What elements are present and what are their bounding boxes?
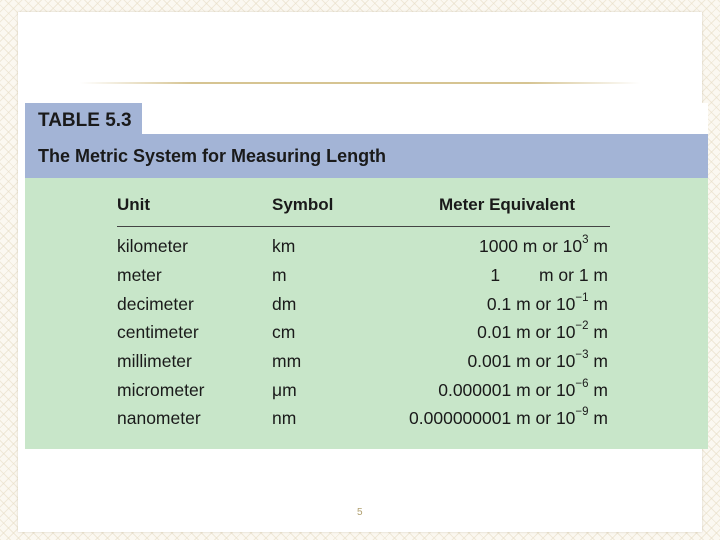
table-row [25, 408, 708, 436]
exponent: −3 [575, 349, 589, 362]
unit-cell: centimeter [117, 322, 199, 342]
exponent: −6 [575, 378, 589, 391]
equivalent-cell [467, 351, 608, 372]
symbol-cell: nm [272, 408, 297, 428]
equivalent-unit: m [588, 351, 608, 371]
table-row [25, 380, 708, 408]
equivalent-cell [409, 408, 608, 429]
unit-cell: decimeter [117, 294, 194, 314]
symbol-cell: μm [272, 380, 297, 400]
equivalent-unit: m [588, 380, 608, 400]
equivalent-cell [487, 294, 608, 315]
equivalent-unit: m [588, 236, 608, 256]
caption-band [25, 134, 708, 178]
tab-spacer [144, 103, 708, 134]
equivalent-unit: m [588, 322, 608, 342]
table-figure [25, 103, 708, 449]
symbol-cell: km [272, 236, 296, 256]
equivalent-cell [438, 380, 608, 401]
equivalent-value: 1000 m or 10 [479, 236, 583, 256]
header-symbol: Symbol [272, 195, 334, 214]
equivalent-value: 0.01 m or 10 [477, 322, 576, 342]
header-unit: Unit [117, 195, 151, 214]
equivalent-value: 0.001 m or 10 [467, 351, 576, 371]
table-row [25, 294, 708, 322]
table-row [25, 322, 708, 350]
exponent: −1 [575, 292, 589, 305]
page-number: 5 [357, 507, 363, 518]
equivalent-value: 0.000000001 m or 10 [409, 408, 576, 428]
symbol-cell: dm [272, 294, 297, 314]
table-row [25, 265, 708, 293]
table-row [25, 236, 708, 264]
equivalent-value: 0.1 m or 10 [486, 294, 576, 314]
exponent: −2 [575, 320, 589, 333]
equivalent-unit: m [588, 408, 608, 428]
symbol-cell: m [272, 265, 287, 285]
equivalent-cell [477, 322, 608, 343]
table-row [25, 351, 708, 379]
table-label-tab [25, 103, 144, 134]
unit-cell: kilometer [117, 236, 188, 256]
unit-cell: micrometer [117, 380, 205, 400]
header-meter-equivalent: Meter Equivalent [439, 195, 576, 214]
unit-cell: millimeter [117, 351, 192, 371]
equivalent-cell [490, 265, 608, 286]
table-caption: The Metric System for Measuring Length [38, 146, 387, 166]
equivalent-value: 0.000001 m or 10 [438, 380, 576, 400]
equivalent-value: 1 m or 1 m [490, 265, 608, 285]
exponent: −9 [575, 406, 589, 419]
table-label: TABLE 5.3 [38, 110, 132, 131]
symbol-cell: cm [272, 322, 296, 342]
exponent: 3 [582, 234, 589, 247]
header-rule [117, 226, 610, 227]
decorative-top-rule [80, 82, 640, 84]
unit-cell: nanometer [117, 408, 201, 428]
symbol-cell: mm [272, 351, 302, 371]
unit-cell: meter [117, 265, 162, 285]
equivalent-cell [479, 236, 608, 257]
equivalent-unit: m [588, 294, 608, 314]
